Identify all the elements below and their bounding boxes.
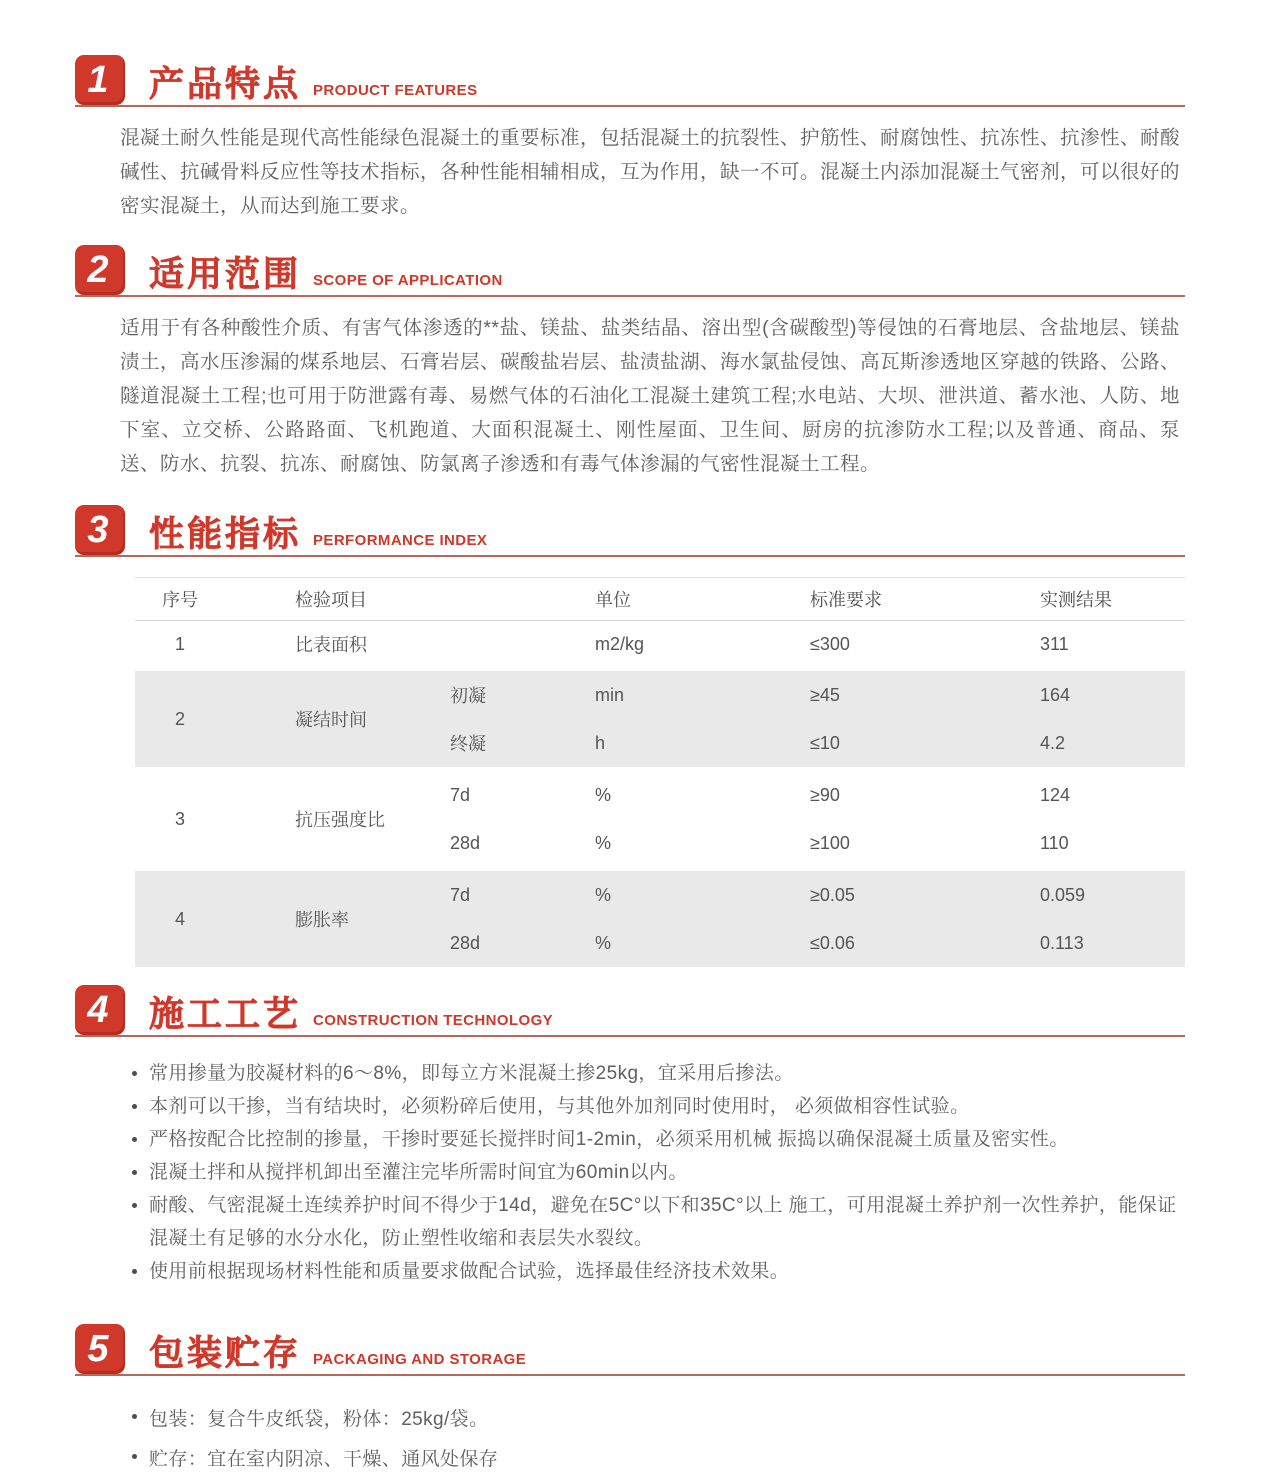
list-item: 耐酸、气密混凝土连续养护时间不得少于14d，避免在5C°以下和35C°以上 施工，可用混凝土养护剂一次性养护，能保证混凝土有足够的水分水化，防止塑性收缩和表层失水裂纹。 bbox=[130, 1189, 1185, 1255]
cell-unit: m2/kg bbox=[595, 633, 645, 654]
cell-no: 4 bbox=[174, 908, 185, 929]
section-number-badge: 5 bbox=[75, 1324, 125, 1374]
table-row bbox=[135, 771, 1185, 867]
section-number-badge: 4 bbox=[75, 985, 125, 1035]
cell-standard: ≥100 bbox=[810, 832, 850, 853]
cell-unit: % bbox=[595, 932, 612, 953]
col-header-unit: 单位 bbox=[595, 590, 631, 610]
cell-no: 3 bbox=[174, 808, 185, 829]
section-number-badge: 1 bbox=[75, 55, 125, 105]
col-header-item: 检验项目 bbox=[295, 590, 367, 610]
construction-bullet-list bbox=[130, 1057, 1185, 1288]
cell-sub: 7d bbox=[450, 784, 471, 805]
cell-standard: ≥0.05 bbox=[810, 884, 855, 905]
section-header-construction bbox=[75, 985, 1185, 1037]
section-header-packaging bbox=[75, 1324, 1185, 1376]
cell-result: 0.113 bbox=[1040, 932, 1084, 953]
section-title-en: SCOPE OF APPLICATION bbox=[313, 272, 503, 289]
cell-standard: ≤10 bbox=[810, 732, 840, 753]
col-header-standard: 标准要求 bbox=[810, 590, 882, 610]
cell-standard: ≥45 bbox=[810, 684, 840, 705]
section-title-en: PRODUCT FEATURES bbox=[313, 82, 478, 99]
table-row bbox=[135, 671, 1185, 767]
cell-result: 164 bbox=[1040, 684, 1071, 705]
cell-sub: 28d bbox=[450, 932, 481, 953]
cell-result: 124 bbox=[1040, 784, 1071, 805]
list-item: 混凝土拌和从搅拌机卸出至灌注完毕所需时间宜为60min以内。 bbox=[130, 1156, 1185, 1189]
section-title-cn: 适用范围 bbox=[149, 255, 302, 294]
scope-paragraph: 适用于有各种酸性介质、有害气体渗透的**盐、镁盐、盐类结晶、溶出型(含碳酸型)等侵蚀的石膏地层、含盐地层、镁盐渍土，高水压渗漏的煤系地层、石膏岩层、碳酸盐岩层、盐渍盐湖、海水氯盐侵蚀、高瓦斯渗透地区穿越的铁路、公路、隧道混凝土工程;也可用于防泄露有毒、易燃气体的石油化工混凝土建筑工程;水电站、大坝、泄洪道、蓄水池、人防、地下室、立交桥、公路路面、飞机跑道、大面积混凝土、刚性屋面、卫生间、厨房的抗渗防水工程;以及普通、商品、泵送、防水、抗裂、抗冻、耐腐蚀、防氯离子渗透和有毒气体渗漏的气密性混凝土工程。 bbox=[120, 317, 1181, 475]
cell-result: 0.059 bbox=[1040, 884, 1086, 905]
cell-unit: % bbox=[595, 832, 612, 853]
product-features-paragraph: 混凝土耐久性能是现代高性能绿色混凝土的重要标准，包括混凝土的抗裂性、护筋性、耐腐蚀性、抗冻性、抗渗性、耐酸碱性、抗碱骨料反应性等技术指标，各种性能相辅相成，互为作用，缺一不可。混凝土内添加混凝土气密剂，可以很好的密实混凝土，从而达到施工要求。 bbox=[120, 127, 1181, 217]
list-item: 包装：复合牛皮纸袋，粉体：25kg/袋。 bbox=[130, 1400, 1185, 1440]
cell-unit: % bbox=[595, 884, 612, 905]
section-number-badge: 3 bbox=[75, 505, 125, 555]
cell-no: 1 bbox=[174, 633, 185, 654]
list-item: 本剂可以干掺，当有结块时，必须粉碎后使用，与其他外加剂同时使用时， 必须做相容性试验。 bbox=[130, 1090, 1185, 1123]
cell-result: 311 bbox=[1040, 633, 1069, 654]
section-title-en: PACKAGING AND STORAGE bbox=[313, 1351, 527, 1368]
table-row bbox=[135, 871, 1185, 967]
cell-sub: 28d bbox=[450, 832, 481, 853]
col-header-result: 实测结果 bbox=[1040, 590, 1112, 610]
section-header-performance bbox=[75, 505, 1185, 557]
cell-unit: h bbox=[595, 732, 606, 753]
section-number-badge: 2 bbox=[75, 245, 125, 295]
cell-standard: ≥90 bbox=[810, 784, 840, 805]
section-header-scope bbox=[75, 245, 1185, 297]
table-header-row bbox=[135, 577, 1185, 621]
cell-sub: 终凝 bbox=[450, 734, 486, 754]
list-item: 贮存：宜在室内阴凉、干燥、通风处保存 bbox=[130, 1440, 1185, 1480]
section-header-product-features bbox=[75, 55, 1185, 107]
cell-standard: ≤300 bbox=[810, 633, 850, 654]
section-title-cn: 性能指标 bbox=[149, 515, 302, 554]
list-item: 使用前根据现场材料性能和质量要求做配合试验，选择最佳经济技术效果。 bbox=[130, 1255, 1185, 1288]
section-title-cn: 包装贮存 bbox=[149, 1334, 302, 1373]
section-title-cn: 产品特点 bbox=[149, 65, 302, 104]
cell-sub: 初凝 bbox=[450, 686, 486, 706]
cell-no: 2 bbox=[174, 708, 185, 729]
list-item: 常用掺量为胶凝材料的6～8%，即每立方米混凝土掺25kg，宜采用后掺法。 bbox=[130, 1057, 1185, 1090]
table-row bbox=[135, 621, 1185, 667]
cell-item: 抗压强度比 bbox=[295, 810, 385, 830]
cell-item: 比表面积 bbox=[295, 635, 367, 655]
list-item: 严格按配合比控制的掺量，干掺时要延长搅拌时间1-2min，必须采用机械 振捣以确保混凝土质量及密实性。 bbox=[130, 1123, 1185, 1156]
cell-sub: 7d bbox=[450, 884, 471, 905]
performance-table bbox=[135, 577, 1185, 967]
section-title-en: PERFORMANCE INDEX bbox=[313, 532, 488, 549]
cell-unit: min bbox=[595, 684, 625, 705]
cell-result: 4.2 bbox=[1040, 732, 1066, 753]
section-title-en: CONSTRUCTION TECHNOLOGY bbox=[313, 1012, 554, 1029]
col-header-no: 序号 bbox=[162, 590, 198, 610]
cell-item: 膨胀率 bbox=[295, 910, 349, 930]
packaging-bullet-list bbox=[130, 1400, 1185, 1480]
cell-standard: ≤0.06 bbox=[810, 932, 855, 953]
cell-item: 凝结时间 bbox=[295, 710, 367, 730]
cell-unit: % bbox=[595, 784, 612, 805]
section-title-cn: 施工工艺 bbox=[149, 995, 302, 1034]
cell-result: 110 bbox=[1040, 832, 1069, 853]
